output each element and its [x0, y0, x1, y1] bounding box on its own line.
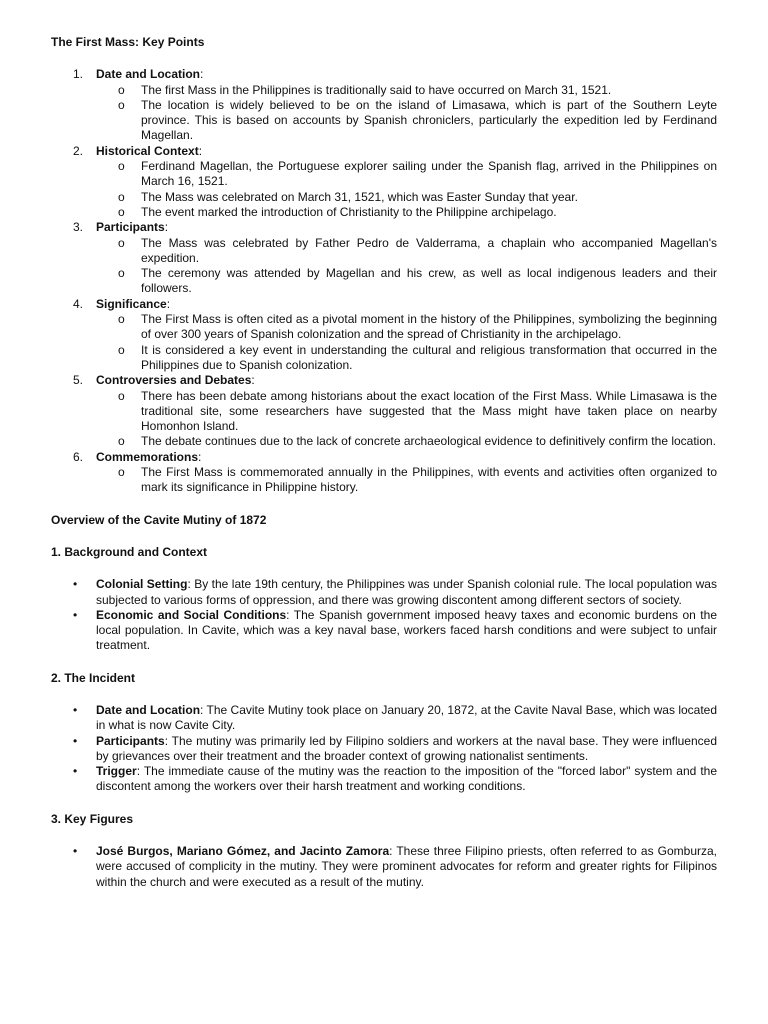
sub-list	[96, 236, 717, 297]
bullet-marker: •	[73, 577, 78, 592]
list-item	[51, 297, 717, 373]
bullet-item	[51, 608, 717, 654]
colon: :	[164, 220, 169, 235]
bullet-term: José Burgos, Mariano Gómez, and Jacinto Zamora	[96, 844, 390, 859]
colon: :	[286, 607, 290, 622]
bullet-term: Trigger	[96, 764, 137, 779]
colon: :	[198, 143, 203, 158]
bullet-text: The mutiny was primarily led by Filipino soldiers and workers at the naval base. They were influenced by grievances over their treatment and the broader context of growing nationalist sentiments.	[96, 733, 717, 763]
section-heading: 2. The Incident	[51, 670, 136, 685]
sub-item-text: Ferdinand Magellan, the Portuguese explorer sailing under the Spanish flag, arrived in the Philippines on March 16, 1521.	[141, 159, 717, 189]
colon: :	[166, 296, 171, 311]
sub-item	[96, 465, 717, 496]
sub-item-text: The First Mass is commemorated annually in the Philippines, with events and activities often organized to mark its significance in Philippine history.	[141, 465, 717, 495]
section-heading: 1. Background and Context	[51, 544, 208, 559]
item-number: 4.	[73, 296, 84, 311]
colon: :	[200, 702, 204, 717]
colon: :	[136, 764, 141, 779]
colon: :	[251, 373, 255, 388]
sub-item-text: It is considered a key event in understanding the cultural and religious transformation that occurred in the Philippines due to Spanish colonization.	[141, 342, 717, 372]
bullet-text: These three Filipino priests, often referred to as Gomburza, were accused of complicity in the mutiny. They were prominent advocates for reform and greater rights for Filipinos within the church and were executed as a result of the mutiny.	[96, 844, 718, 889]
sub-item	[96, 389, 717, 435]
item-heading: Significance	[96, 296, 167, 311]
sub-list	[96, 465, 717, 496]
sub-marker: o	[118, 342, 125, 357]
sub-marker: o	[118, 159, 125, 174]
sub-marker: o	[118, 434, 125, 449]
sub-marker: o	[118, 189, 125, 204]
sub-item	[96, 343, 717, 374]
bullet-marker: •	[73, 702, 78, 717]
sub-item	[96, 266, 717, 297]
section-heading: 3. Key Figures	[51, 811, 134, 826]
colon: :	[198, 449, 202, 464]
sub-marker: o	[118, 82, 125, 97]
bullet-text: By the late 19th century, the Philippines was under Spanish colonial rule. The local population was subjected to various forms of oppression, and there was growing discontent among different sectors of society.	[96, 577, 717, 607]
sub-item-text: The Mass was celebrated by Father Pedro de Valderrama, a chaplain who accompanied Magellan's expedition.	[141, 235, 717, 265]
sub-list	[96, 159, 717, 220]
sub-item	[96, 98, 717, 144]
sub-item	[96, 190, 717, 205]
sub-list	[96, 389, 717, 450]
item-number: 1.	[73, 67, 84, 82]
item-number: 2.	[73, 143, 84, 158]
sub-marker: o	[118, 235, 125, 250]
list-item	[51, 144, 717, 220]
sub-item-text: The debate continues due to the lack of concrete archaeological evidence to definitively confirm the location.	[141, 434, 717, 449]
bullet-text: The Cavite Mutiny took place on January 20, 1872, at the Cavite Naval Base, which was located in what is now Cavite City.	[96, 702, 718, 733]
list-item	[51, 450, 717, 496]
bullet-list	[51, 577, 717, 653]
colon: :	[389, 844, 393, 859]
bullet-term: Colonial Setting	[96, 577, 188, 592]
bullet-item	[51, 734, 717, 765]
sub-item	[96, 83, 717, 98]
bullet-item	[51, 844, 717, 890]
item-heading: Historical Context	[96, 143, 199, 158]
colon: :	[200, 67, 204, 82]
bullet-text: The Spanish government imposed heavy taxes and economic burdens on the local population. In Cavite, which was a key naval base, workers faced harsh conditions and were subject to unfair treatment.	[96, 607, 717, 653]
bullet-text: The immediate cause of the mutiny was the reaction to the imposition of the "forced labor" system and the discontent among the workers over their harsh treatment and working conditions.	[96, 764, 717, 794]
sub-item-text: The first Mass in the Philippines is traditionally said to have occurred on March 31, 1521.	[141, 82, 612, 97]
sub-item-text: The location is widely believed to be on the island of Limasawa, which is part of the Southern Leyte province. This is based on accounts by Spanish chroniclers, particularly the expedition led by Ferdinand Magellan.	[141, 97, 717, 143]
first-mass-list	[51, 67, 717, 495]
item-number: 6.	[73, 449, 84, 464]
bullet-item	[51, 577, 717, 608]
bullet-marker: •	[73, 733, 78, 748]
item-number: 5.	[73, 373, 84, 388]
bullet-marker: •	[73, 607, 78, 622]
bullet-list	[51, 844, 717, 890]
sub-marker: o	[118, 465, 125, 480]
sub-item	[96, 205, 717, 220]
bullet-term: Date and Location	[96, 702, 201, 717]
sub-list	[96, 312, 717, 373]
list-item	[51, 373, 717, 449]
list-item	[51, 220, 717, 296]
sub-marker: o	[118, 204, 125, 219]
bullet-term: Economic and Social Conditions	[96, 607, 287, 622]
sub-item	[96, 312, 717, 343]
sub-item-text: The First Mass is often cited as a pivotal moment in the history of the Philippines, symbolizing the beginning of over 300 years of Spanish colonization and the spread of Christianity in the archipelago.	[141, 312, 717, 342]
bullet-item	[51, 703, 717, 734]
sub-item	[96, 159, 717, 190]
sub-item-text: The Mass was celebrated on March 31, 1521, which was Easter Sunday that year.	[141, 189, 578, 204]
sub-item	[96, 236, 717, 267]
sub-marker: o	[118, 388, 125, 403]
spacer	[51, 496, 717, 513]
colon: :	[187, 577, 191, 592]
sub-item-text: The event marked the introduction of Christianity to the Philippine archipelago.	[141, 204, 557, 219]
item-heading: Commemorations	[96, 449, 199, 464]
item-heading: Controversies and Debates	[96, 373, 252, 388]
sub-item-text: There has been debate among historians about the exact location of the First Mass. While Limasawa is the traditional site, some researchers have suggested that the Mass might have taken place on nearby Homonhon Island.	[141, 388, 717, 434]
item-heading: Participants	[96, 220, 165, 235]
cavite-title: Overview of the Cavite Mutiny of 1872	[51, 512, 267, 527]
bullet-marker: •	[73, 764, 78, 779]
bullet-item	[51, 764, 717, 795]
bullet-term: Participants	[96, 733, 165, 748]
bullet-marker: •	[73, 844, 78, 859]
sub-marker: o	[118, 97, 125, 112]
list-item	[51, 67, 717, 143]
sub-marker: o	[118, 312, 125, 327]
sub-list	[96, 83, 717, 144]
item-heading: Date and Location	[96, 67, 201, 82]
sub-item-text: The ceremony was attended by Magellan and his crew, as well as local indigenous leaders and their followers.	[141, 266, 717, 296]
sub-marker: o	[118, 266, 125, 281]
item-number: 3.	[73, 220, 84, 235]
first-mass-title: The First Mass: Key Points	[51, 35, 205, 49]
colon: :	[164, 733, 169, 748]
bullet-list	[51, 703, 717, 795]
sub-item	[96, 434, 717, 449]
